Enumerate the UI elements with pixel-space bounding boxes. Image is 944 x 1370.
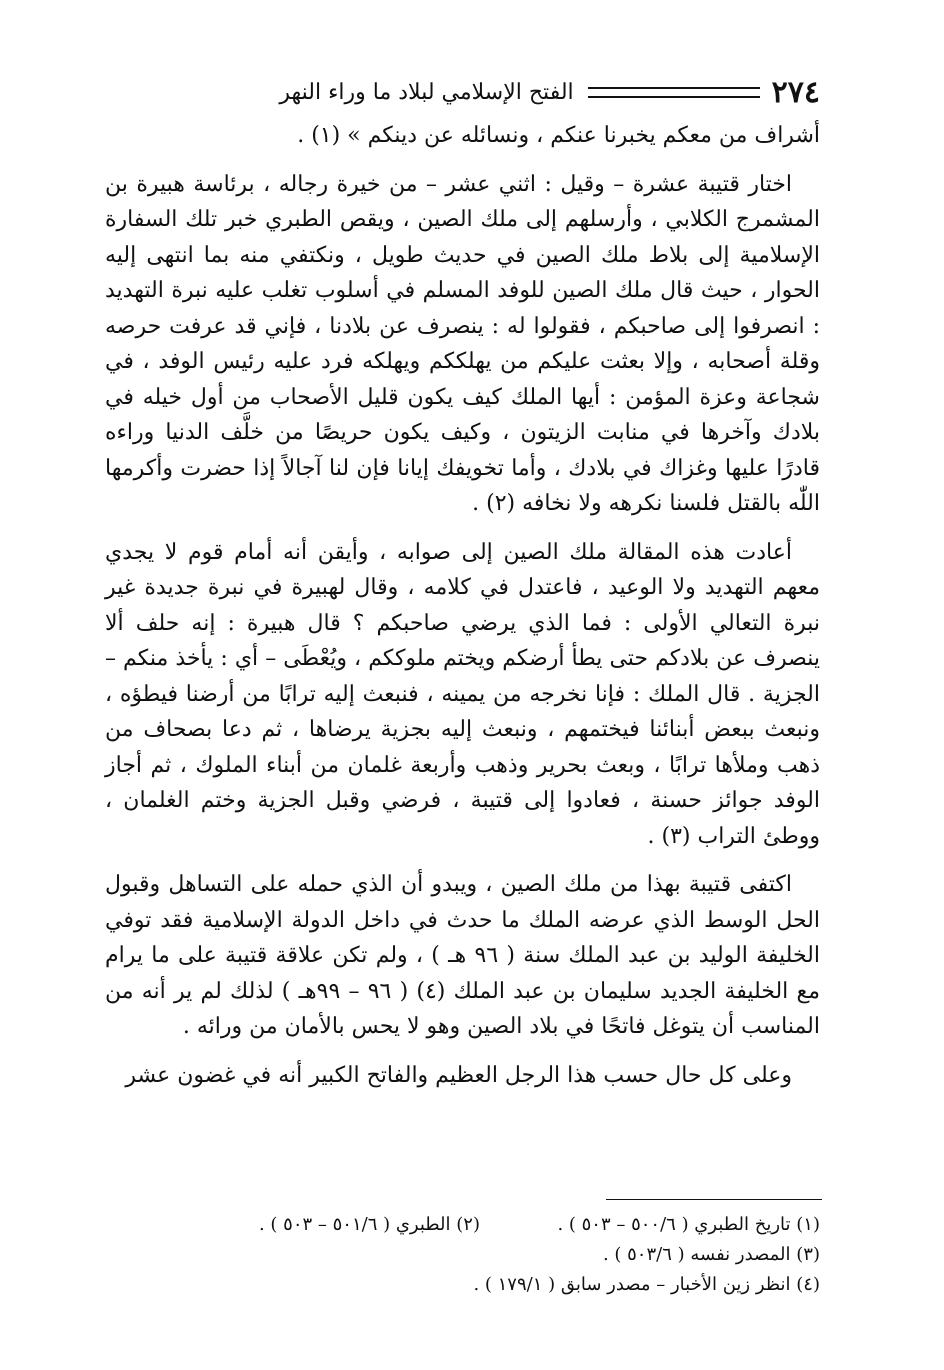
footnote-4: (٤) انظر زين الأخبار – مصدر سابق ( ١٧٩/١ ) . [473, 1274, 820, 1295]
footnote-row [140, 1270, 820, 1300]
footnote-separator [606, 1199, 822, 1200]
footnote-row [140, 1240, 820, 1270]
paragraph: اختار قتيبة عشرة – وقيل : اثني عشر – من خيرة رجاله ، برئاسة هبيرة بن المشمرج الكلابي ، وأرسلهم إلى ملك الصين ، ويقص الطبري خبر تلك السفارة الإسلامية إلى بلاط ملك الصين في حديث طويل ، ونكتفي منه بما انتهى إليه الحوار ، حيث قال ملك الصين للوفد المسلم في أسلوب تغلب عليه نبرة التهديد : انصرفوا إلى صاحبكم ، فقولوا له : ينصرف عن بلادنا ، فإني قد عرفت حرصه وقلة أصحابه ، وإلا بعثت عليكم من يهلككم ويهلكه فرد عليه رئيس الوفد ، في شجاعة وعزة المؤمن : أيها الملك كيف يكون قليل الأصحاب من أول خيله في بلادك وآخرها في منابت الزيتون ، وكيف يكون حريصًا من خلَّف الدنيا وراءه قادرًا عليها وغزاك في بلادك ، وأما تخويفك إيانا فإن لنا آجالاً إذا حضرت وأكرمها اللّٰه بالقتل فلسنا نكرهه ولا نخافه (٢) . [105, 171, 820, 516]
main-text [105, 118, 820, 1106]
footnote-2: (٢) الطبري ( ٥٠١/٦ – ٥٠٣ ) . [258, 1214, 480, 1235]
paragraph: وعلى كل حال حسب هذا الرجل العظيم والفاتح الكبير أنه في غضون عشر [125, 1062, 792, 1088]
page-header [105, 72, 820, 112]
running-title: الفتح الإسلامي لبلاد ما وراء النهر [279, 79, 574, 105]
paragraph: اكتفى قتيبة بهذا من ملك الصين ، ويبدو أن الذي حمله على التساهل وقبول الحل الوسط الذي عرضه الملك ما حدث في داخل الدولة الإسلامية فقد توفي الخليفة الوليد بن عبد الملك سنة ( ٩٦ هـ ) ، ولم تكن علاقة قتيبة على ما يرام مع الخليفة الجديد سليمان بن عبد الملك (٤) ( ٩٦ – ٩٩هـ ) لذلك لم ير أنه من المناسب أن يتوغل فاتحًا في بلاد الصين وهو لا يحس بالأمان من ورائه . [105, 872, 820, 1039]
page-number: ٢٧٤ [771, 74, 820, 110]
footnote-1: (١) تاريخ الطبري ( ٥٠٠/٦ – ٥٠٣ ) . [557, 1214, 820, 1235]
paragraph: أشراف من معكم يخبرنا عنكم ، ونسائله عن دينكم » (١) . [297, 123, 820, 148]
paragraph: أعادت هذه المقالة ملك الصين إلى صوابه ، وأيقن أنه أمام قوم لا يجدي معهم التهديد ولا الوعيد ، فاعتدل في كلامه ، وقال لهبيرة في نبرة جديدة غير نبرة التعالي الأولى : فما الذي يرضي صاحبكم ؟ قال هبيرة : إنه حلف ألا ينصرف عن بلادكم حتى يطأ أرضكم ويختم ملوككم ، ويُعْطَى – أي : يأخذ منكم – الجزية . قال الملك : فإنا نخرجه من يمينه ، فنبعث إليه ترابًا من أرضنا فيطؤه ، ونبعث ببعض أبنائنا فيختمهم ، ونبعث إليه بجزية يرضاها ، ثم دعا بصحاف من ذهب وملأها ترابًا ، وبعث بحرير وذهب وأربعة غلمان من أبناء الملوك ، ثم أجاز الوفد جوائز حسنة ، فعادوا إلى قتيبة ، فرضي وقبل الجزية وختم الغلمان ، ووطئ التراب (٣) . [105, 539, 820, 849]
footnote-3: (٣) المصدر نفسه ( ٥٠٣/٦ ) . [602, 1244, 820, 1265]
header-double-rule [588, 87, 760, 98]
footnotes [140, 1210, 820, 1300]
footnote-row [140, 1210, 820, 1240]
